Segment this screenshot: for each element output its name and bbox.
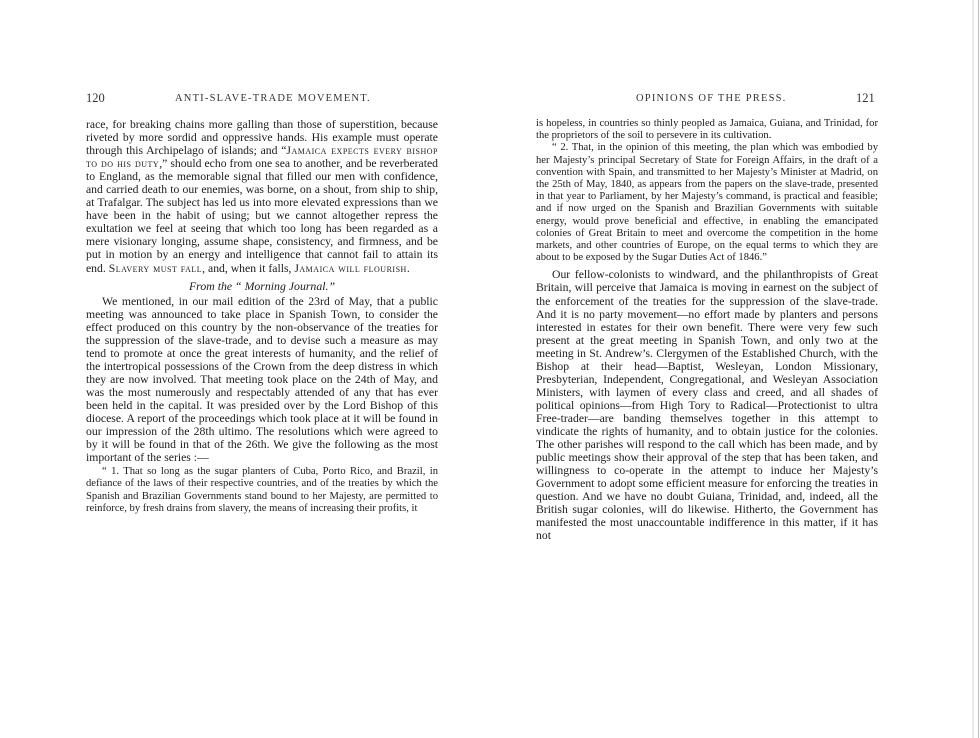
left-page-body xyxy=(86,118,438,515)
right-page-body xyxy=(536,118,878,542)
left-paragraph-2: We mentioned, in our mail edition of the 23rd of May, that a public meeting was announced to take place in Spanish Town, to consider the effect produced on this country by the non-observance of the treaties for the suppression of the slave-trade, and to devise such a measure as may tend to promote at once the great interests of humanity, and the relief of the intertropical possessions of the Crown from the deep distress in which they are now involved. That meeting took place on the 24th of May, and was the most numerously and respectably attended of any that has ever been held in the capital. It was presided over by the Lord Bishop of this diocese. A report of the proceedings which took place at it will be found in our impression of the 28th ultimo. The resolutions which were agreed to by it will be found in that of the 26th. We give the following as the most important of the series :— xyxy=(86,294,438,465)
left-page-number: 120 xyxy=(86,91,105,105)
left-paragraph-1: race, for breaking chains more galling than those of superstition, because riveted by more sordid and oppressive hands. His example must operate through this Archipelago of islands; and “Jamaica expects every bishop to do his duty,” should echo from one sea to another, and be reverberated to England, as the memorable signal that filled our men with confidence, and carried death to our enemies, was borne, on a shout, from ship to ship, at Trafalgar. The subject has led us into more elevated expressions than we have been in the habit of using; but we cannot altogether repress the exultation we feel at seeing that which too long has been regarded as a mere visionary longing, assume shape, consistency, and firmness, and be put in motion by an energy and intelligence that cannot fail to attain its end. Slavery must fall, and, when it falls, Jamaica will flourish. xyxy=(86,118,439,275)
small-caps-motto: Jamaica expects every bishop to do his duty xyxy=(86,144,439,171)
right-paragraph-1: Our fellow-colonists to windward, and the philanthropists of Great Britain, will perceive that Jamaica is moving in earnest on the subject of the enforcement of the treaties for the suppression of the slave-trade. And it is no party movement—no effort made by planters and persons interested in estates for their own benefit. There were very few such present at the great meeting in Spanish Town, and only two at the meeting in St. Andrew’s. Clergymen of the Established Church, with the Bishop at their head—Baptist, Wesleyan, London Missionary, Presbyterian, Independent, Congregational, and Wesleyan Association Ministers, with laymen of every class and creed, and all shades of political opinions—from High Tory to Radical—Protectionist to ultra Free-trader—are banding themselves together in this attempt to vindicate the rights of humanity, and to obtain justice for the colonies. The other parishes will respond to the call which has been made, and by public meetings show their approval of the step that has been taken, and willingness to co-operate in the attempt to induce her Majesty’s Government to adopt some efficient measure for enforcing the treaties in question. And we have no doubt Guiana, Trinidad, and, indeed, all the British sugar colonies, will do likewise. Hitherto, the Government has manifested the most unaccountable indifference in this matter, if it has not xyxy=(536,268,878,543)
resolution-1-continued: is hopeless, in countries so thinly peopled as Jamaica, Guiana, and Trinidad, for the proprietors of the soil to persevere in its cultivation. xyxy=(536,118,878,142)
resolution-1: “ 1. That so long as the sugar planters of Cuba, Porto Rico, and Brazil, in defiance of the laws of their respective countries, and of the treaties by which the Spanish and Brazilian Governments stand bound to her Majesty, are permitted to reinforce, by fresh drains from slavery, the means of increasing their profits, it xyxy=(86,466,438,514)
small-caps-slavery: Slavery must fall xyxy=(108,261,203,275)
section-heading: From the “ Morning Journal.” xyxy=(188,278,336,293)
right-page-number: 121 xyxy=(856,91,875,105)
page-edge-line xyxy=(978,0,979,738)
right-running-head: OPINIONS OF THE PRESS. xyxy=(636,93,787,104)
page-edge-shadow xyxy=(972,0,974,738)
resolution-2: “ 2. That, in the opinion of this meeting, the plan which was embodied by her Majesty’s principal Secretary of State for Foreign Affairs, in the draft of a convention with Spain, and transmitted to her Majesty’s Minister at Madrid, on the 25th of May, 1840, as appears from the papers on the slave-trade, presented in that year to Parliament, by her Majesty’s command, is practical and feasible; and if now urged on the Spanish and Brazilian Governments with suitable energy, would prove beneficial and effective, in enabling the emancipated colonies of Great Britain to meet and overcome the competition in the home markets, and other countries of Europe, on the equal terms to which they are about to be exposed by the Sugar Duties Act of 1846.” xyxy=(536,142,878,264)
small-caps-flourish: Jamaica will flourish xyxy=(294,261,407,275)
left-running-head: ANTI-SLAVE-TRADE MOVEMENT. xyxy=(175,93,371,104)
